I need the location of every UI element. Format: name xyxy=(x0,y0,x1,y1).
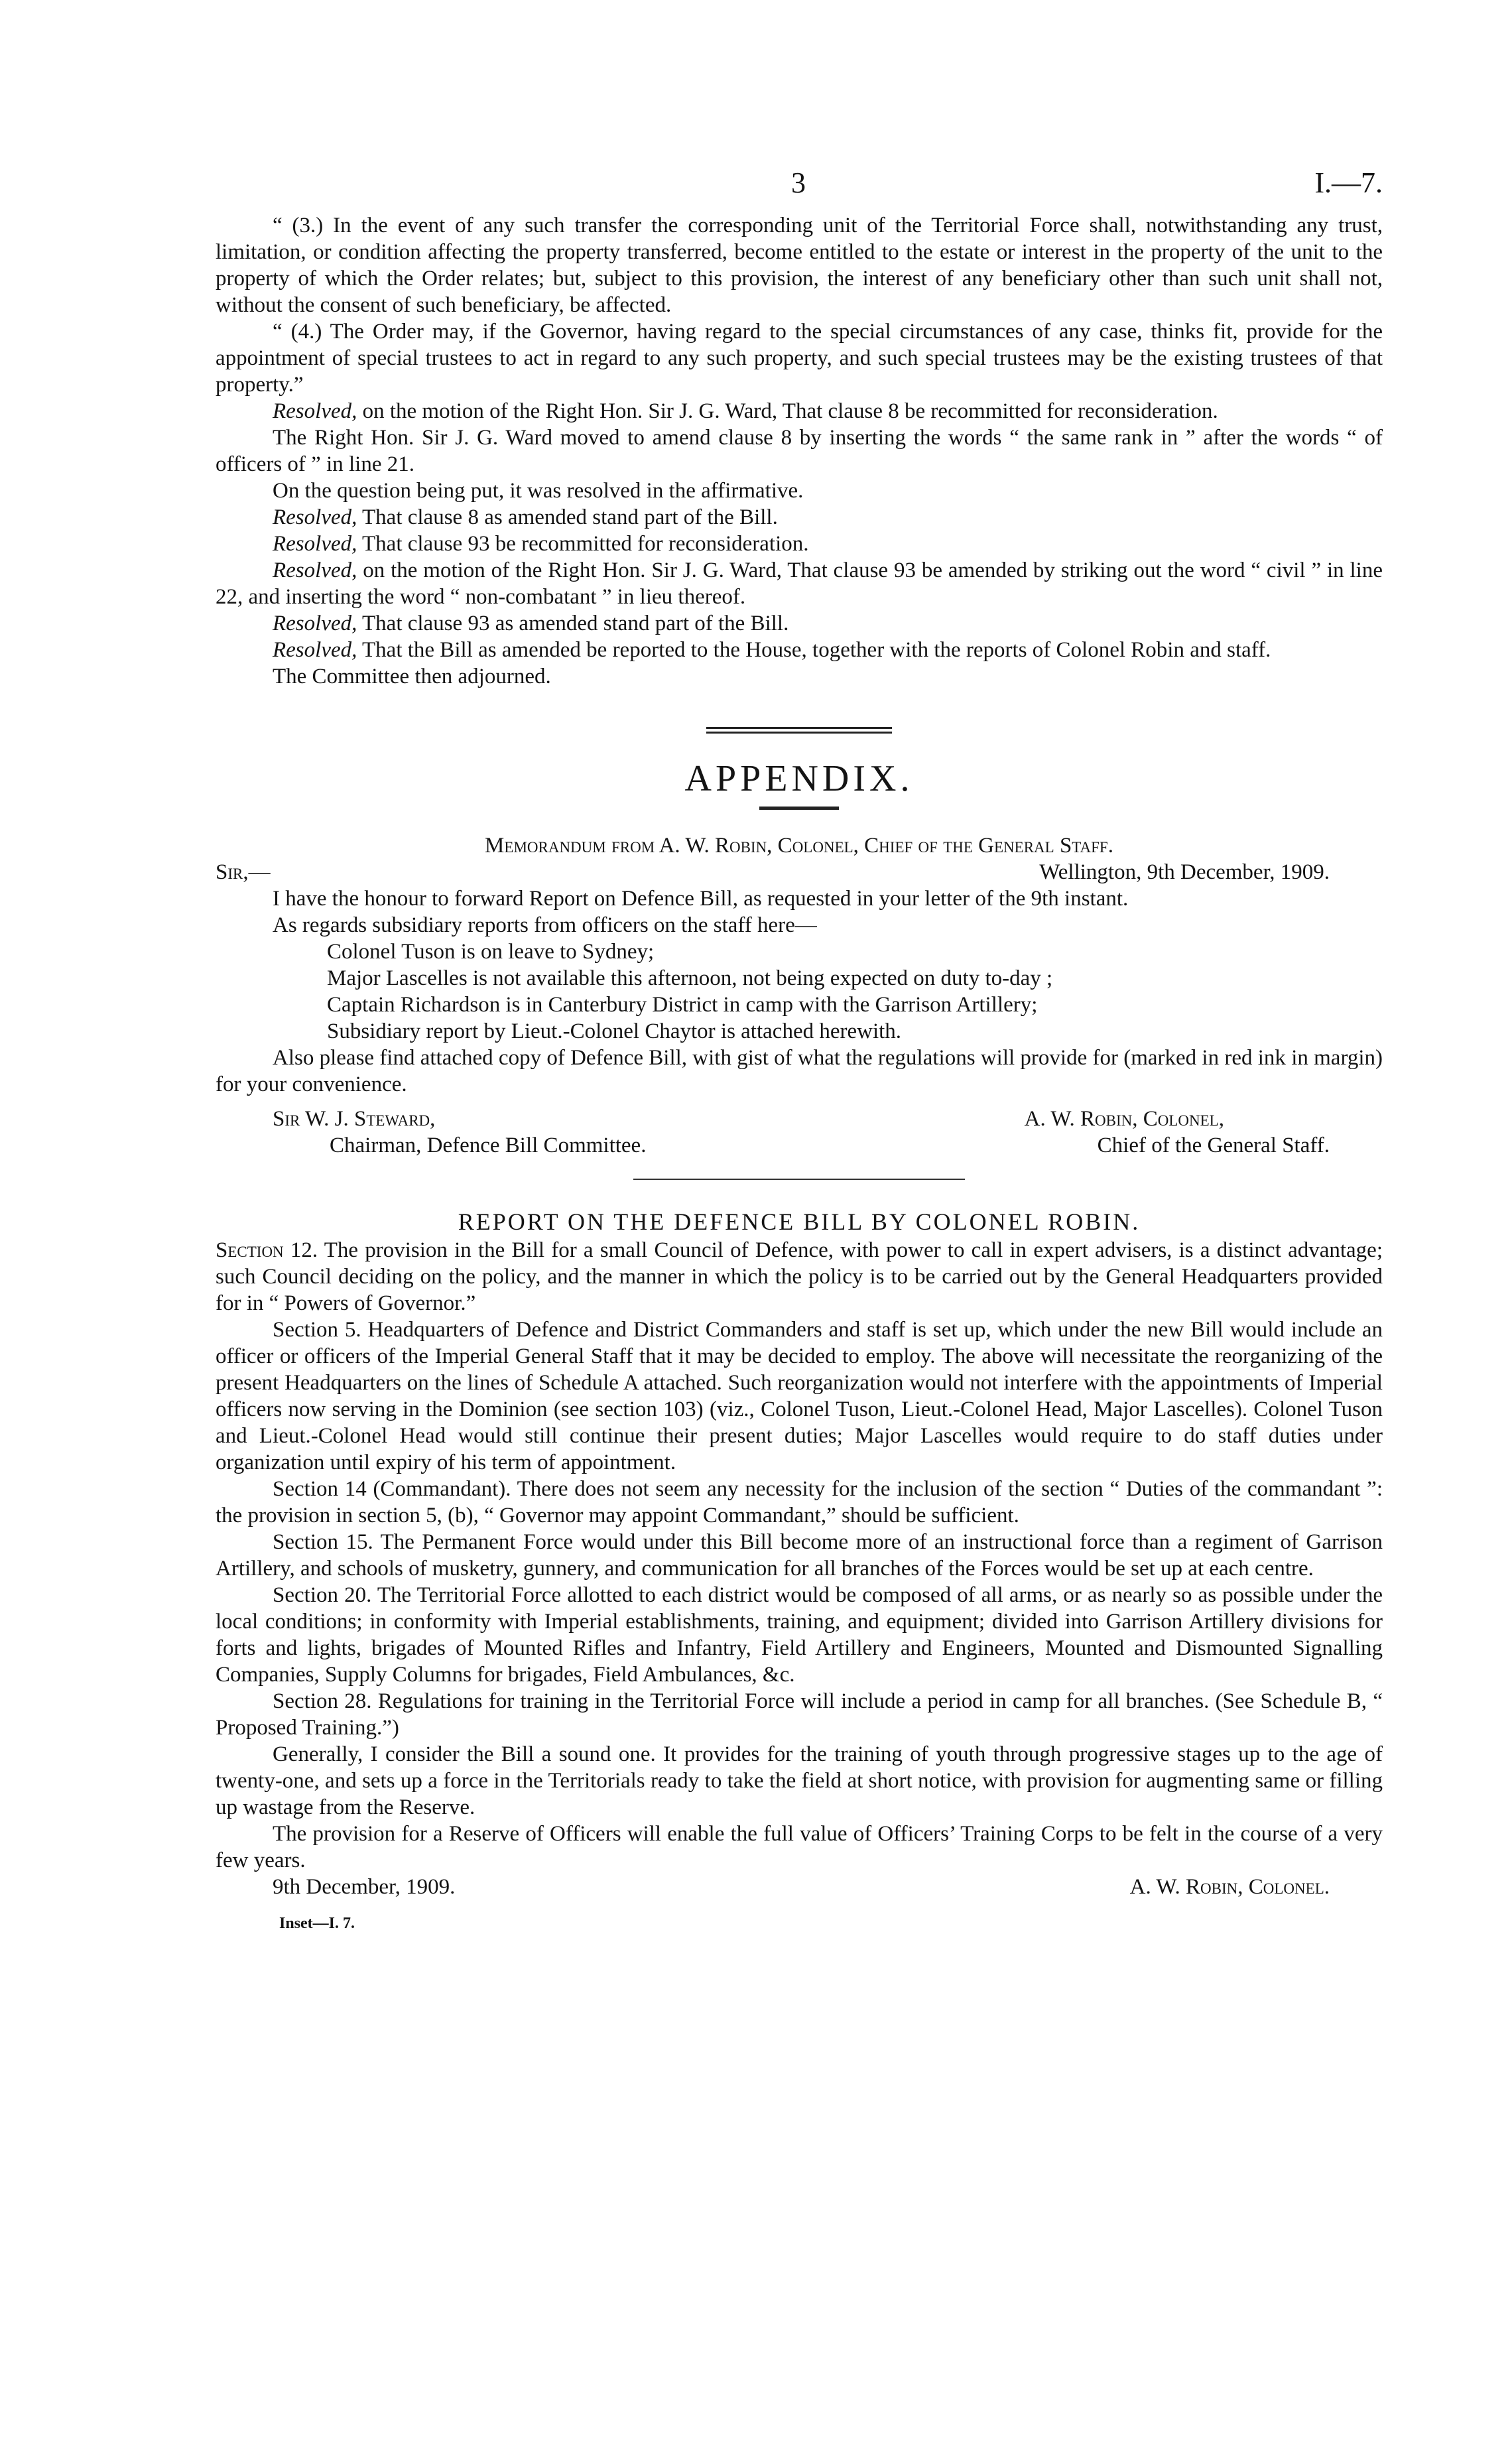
page-number: 3 xyxy=(791,166,806,199)
report-paragraph: Section 5. Headquarters of Defence and District Commanders and staff is set up, which under the new Bill would include an officer or officers of the Imperial General Staff that it may be decided to employ. The above will necessitate the reorganizing of the present Headquarters on the lines of Schedule A attached. Such reorganization would not interfere with the appointments of Imperial officers now serving in the Dominion (see section 103) (viz., Colonel Tuson, Lieut.-Colonel Head, Major Lascelles). Colonel Tuson and Lieut.-Colonel Head would still continue their present duties; Major Lascelles would require to do staff duties under organization until expiry of his term of appointment. xyxy=(216,1318,1383,1474)
document-page xyxy=(216,166,1383,1933)
minutes-paragraph: “ (4.) The Order may, if the Governor, having regard to the special circumstances of any case, thinks fit, provide for the appointment of special trustees to act in regard to any such property, and such special trustees may be the existing trustees of that property.” xyxy=(216,320,1383,397)
report-paragraph: Section 20. The Territorial Force allotted to each district would be composed of all arms, or as nearly so as possible under the local conditions; in conformity with Imperial establishments, training, and equipment; divided into Garrison Artillery divisions for forts and lights, brigades of Mounted Rifles and Infantry, Field Artillery and Engineers, Mounted and Dismounted Signalling Companies, Supply Columns for brigades, Field Ambulances, &c. xyxy=(216,1583,1383,1687)
minutes-paragraph: Resolved, That clause 8 as amended stand part of the Bill. xyxy=(273,505,778,529)
report-signature-row xyxy=(216,1874,1383,1900)
signatory-title: Chief of the General Staff. xyxy=(1097,1133,1330,1157)
report-title: REPORT ON THE DEFENCE BILL BY COLONEL ROBIN. xyxy=(458,1208,1141,1235)
minutes-paragraph: On the question being put, it was resolved in the affirmative. xyxy=(273,479,804,503)
minutes-paragraph: Resolved, That clause 93 be recommitted for reconsideration. xyxy=(273,532,809,556)
section-divider xyxy=(633,1179,965,1180)
memo-list-item: Major Lascelles is not available this afternoon, not being expected on duty to-day ; xyxy=(327,966,1053,990)
resolved-label: Resolved, xyxy=(273,505,357,529)
footer-note: Inset—I. 7. xyxy=(279,1915,355,1932)
minutes-paragraph: Resolved, That the Bill as amended be reported to the House, together with the reports of Colonel Robin and staff. xyxy=(273,638,1271,662)
memo-paragraph: Also please find attached copy of Defence Bill, with gist of what the regulations will provide for (marked in red ink in margin) for your convenience. xyxy=(216,1046,1383,1096)
resolved-label: Resolved, xyxy=(273,612,357,635)
minutes-paragraph: Resolved, on the motion of the Right Hon. Sir J. G. Ward, That clause 93 be amended by striking out the word “ civil ” in line 22, and inserting the word “ non-combatant ” in lieu thereof. xyxy=(216,558,1383,609)
minutes-paragraph: “ (3.) In the event of any such transfer the corresponding unit of the Territorial Force shall, notwithstanding any trust, limitation, or condition affecting the property transferred, become entitled to the estate or interest in the property of the unit to the property of which the Order relates; but, subject to this provision, the interest of any beneficiary other than such unit shall not, without the consent of such beneficiary, be affected. xyxy=(216,214,1383,317)
report-paragraph: The provision for a Reserve of Officers will enable the full value of Officers’ Training Corps to be felt in the course of a very few years. xyxy=(216,1822,1383,1872)
memo-list-item: Captain Richardson is in Canterbury District in camp with the Garrison Artillery; xyxy=(327,993,1038,1017)
double-rule-divider xyxy=(706,727,892,734)
committee-minutes xyxy=(216,212,1383,690)
salutation-row xyxy=(216,859,1383,885)
report-date: 9th December, 1909. xyxy=(273,1875,456,1899)
report-paragraph: Section 15. The Permanent Force would under this Bill become more of an instructional force than a regiment of Garrison Artillery, and schools of musketry, gunnery, and communication for all branches of the Forces would be set up at each centre. xyxy=(216,1530,1383,1581)
memo-paragraph: I have the honour to forward Report on Defence Bill, as requested in your letter of the 9th instant. xyxy=(273,887,1129,911)
short-rule-divider xyxy=(759,807,839,810)
salutation: Sir,— xyxy=(216,860,271,884)
report-signature: A. W. Robin, Colonel. xyxy=(1129,1875,1330,1899)
report-paragraph: Generally, I consider the Bill a sound one. It provides for the training of youth through progressive stages up to the age of twenty-one, and sets up a force in the Territorials ready to take the field at short notice, with provision for augmenting same or filling up wastage from the Reserve. xyxy=(216,1742,1383,1819)
place-date: Wellington, 9th December, 1909. xyxy=(1039,860,1330,884)
addressee-title: Chairman, Defence Bill Committee. xyxy=(330,1133,647,1157)
resolved-label: Resolved, xyxy=(273,638,357,662)
document-reference: I.—7. xyxy=(1314,166,1383,199)
memo-list-item: Subsidiary report by Lieut.-Colonel Chaytor is attached herewith. xyxy=(327,1019,902,1043)
resolved-label: Resolved, xyxy=(273,399,357,423)
minutes-paragraph: Resolved, That clause 93 as amended stand part of the Bill. xyxy=(273,612,789,635)
signatory-name: A. W. Robin, Colonel, xyxy=(1024,1107,1224,1131)
report-paragraph: Section 14 (Commandant). There does not seem any necessity for the inclusion of the section “ Duties of the commandant ”: the provision in section 5, (b), “ Governor may appoint Commandant,” should be sufficient. xyxy=(216,1477,1383,1527)
minutes-paragraph: Resolved, on the motion of the Right Hon. Sir J. G. Ward, That clause 8 be recommitted for reconsideration. xyxy=(273,399,1218,423)
report-paragraph: Section 12. The provision in the Bill for a small Council of Defence, with power to call in expert advisers, is a distinct advantage; such Council deciding on the policy, and the manner in which the policy is to be carried out by the General Headquarters provided for in “ Powers of Governor.” xyxy=(216,1238,1383,1315)
memo-paragraph: As regards subsidiary reports from officers on the staff here— xyxy=(273,913,817,937)
memo-list-item: Colonel Tuson is on leave to Sydney; xyxy=(327,940,655,964)
addressee xyxy=(216,1106,646,1159)
page-header xyxy=(216,166,1383,212)
signatory xyxy=(1025,1106,1330,1159)
appendix-title: APPENDIX. xyxy=(684,758,914,799)
memo-signature-block xyxy=(216,1106,1383,1159)
minutes-paragraph: The Right Hon. Sir J. G. Ward moved to amend clause 8 by inserting the words “ the same rank in ” after the words “ of officers of ” in line 21. xyxy=(216,426,1383,476)
section-label: Section xyxy=(216,1238,284,1262)
memorandum-heading: Memorandum from A. W. Robin, Colonel, Chief of the General Staff. xyxy=(485,834,1113,858)
report-paragraph: Section 28. Regulations for training in the Territorial Force will include a period in camp for all branches. (See Schedule B, “ Proposed Training.”) xyxy=(216,1689,1383,1740)
resolved-label: Resolved, xyxy=(273,558,357,582)
addressee-name: Sir W. J. Steward, xyxy=(273,1107,436,1131)
resolved-label: Resolved, xyxy=(273,532,357,556)
minutes-paragraph: The Committee then adjourned. xyxy=(273,665,551,688)
